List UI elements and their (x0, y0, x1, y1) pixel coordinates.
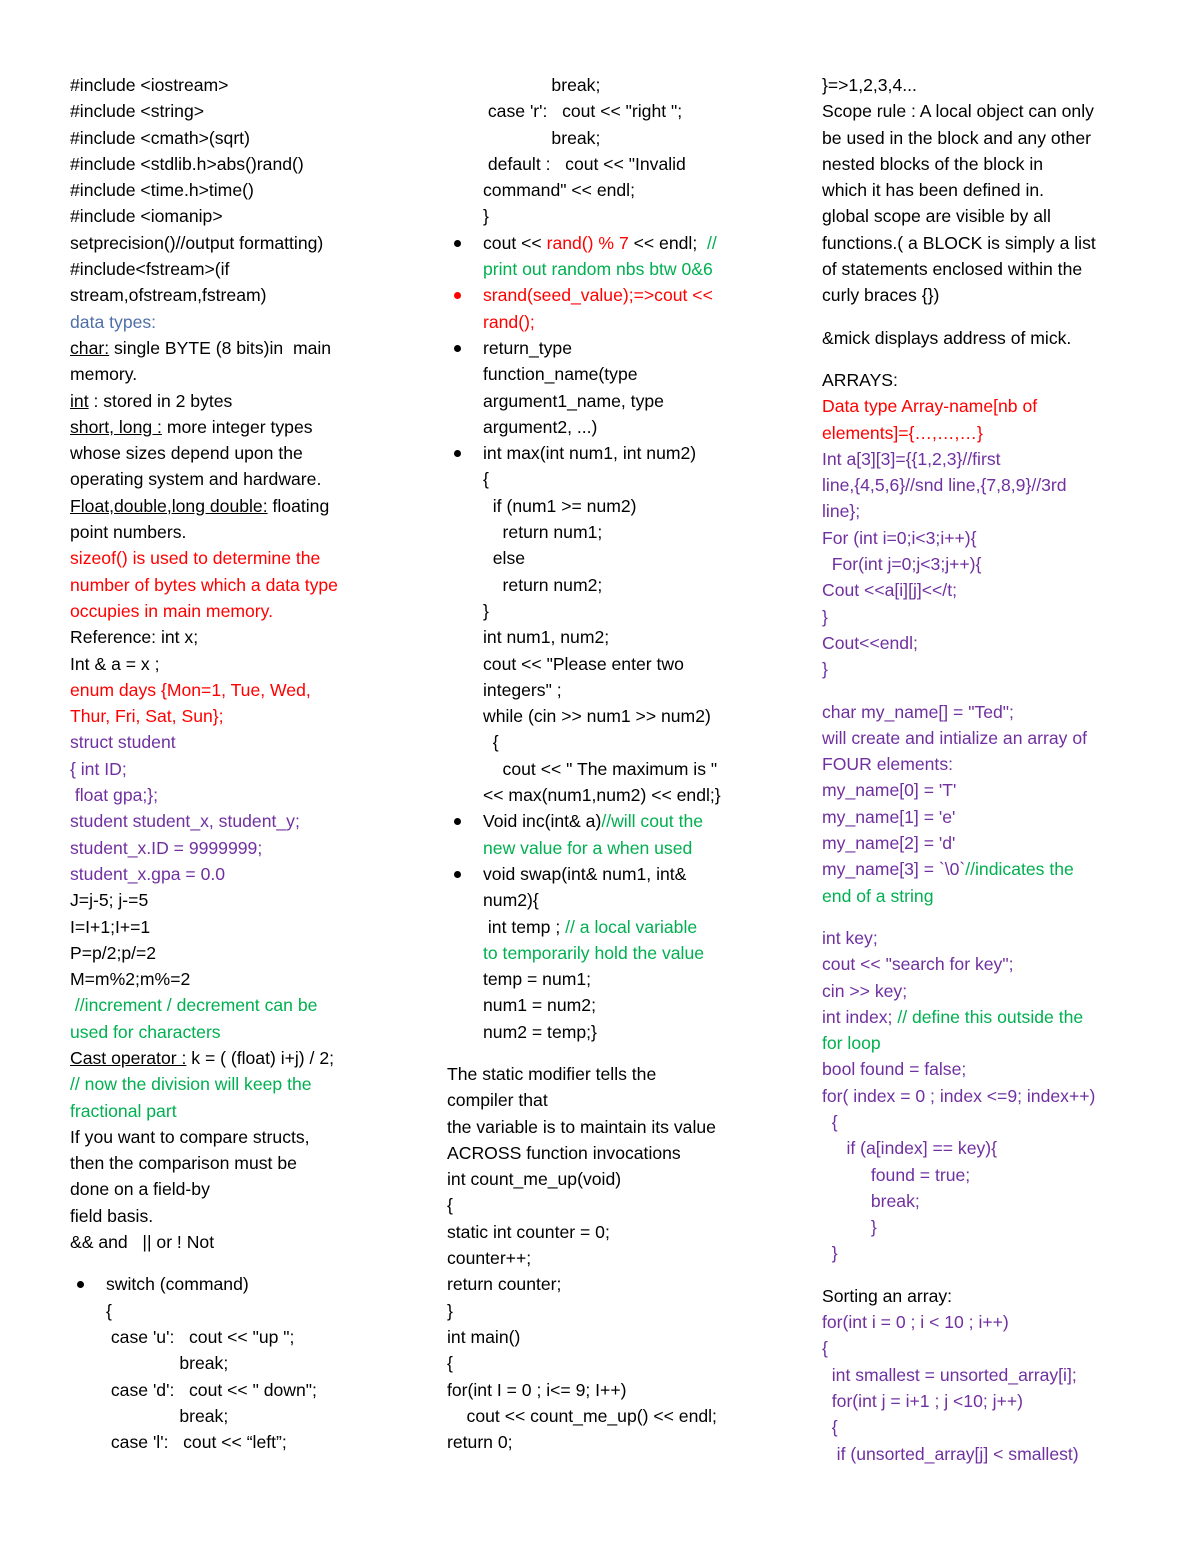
text-line: int max(int num1, int num2) (483, 443, 697, 464)
text-line: my_name[1] = 'e' (822, 806, 956, 827)
text-line (483, 914, 797, 940)
text-line: { (447, 1353, 453, 1374)
text-span: // (707, 232, 717, 253)
text-line: #include <time.h>time() (70, 180, 254, 201)
text-line: return 0; (447, 1432, 513, 1453)
text-line: my_name[2] = 'd' (822, 833, 956, 854)
column-1 (70, 72, 450, 1455)
text-span: k = ( (float) i+j) / 2; (186, 1047, 335, 1068)
text-line (70, 1045, 450, 1071)
text-line: Cout<<endl; (822, 632, 918, 653)
text-span: : stored in 2 bytes (88, 390, 233, 411)
bullet-item (447, 861, 797, 1045)
text-line: stream,ofstream,fstream) (70, 285, 267, 306)
text-line: Int & a = x ; (70, 653, 160, 674)
text-line: if (unsorted_array[j] < smallest) (822, 1443, 1079, 1464)
text-line: for( index = 0 ; index <=9; index++) (822, 1085, 1096, 1106)
text-line (70, 493, 450, 519)
text-line: { (483, 732, 499, 753)
text-line: int num1, num2; (483, 627, 610, 648)
text-line: #include <string> (70, 101, 204, 122)
text-line: fractional part (70, 1100, 177, 1121)
text-line: command" << endl; (483, 180, 635, 201)
text-line: case 'u': cout << "up "; (106, 1326, 295, 1347)
text-line: } (822, 1217, 877, 1238)
text-line: line,{4,5,6}//snd line,{7,8,9}//3rd (822, 475, 1067, 496)
text-line: switch (command) (106, 1274, 249, 1295)
text-line: nested blocks of the block in (822, 153, 1044, 174)
bullet-item (70, 1271, 450, 1455)
text-line: enum days {Mon=1, Tue, Wed, (70, 679, 311, 700)
text-line: float gpa;}; (70, 785, 159, 806)
spacer (822, 909, 1182, 925)
text-line: } (822, 1243, 838, 1264)
text-span: //will cout the (601, 811, 704, 832)
text-span: // define this outside the (897, 1006, 1084, 1027)
text-line: struct student (70, 732, 176, 753)
text-line: num1 = num2; (483, 995, 596, 1016)
text-line: elements]={…,…,…} (822, 422, 983, 443)
text-line: temp = num1; (483, 969, 592, 990)
text-line: cout << " The maximum is " (483, 758, 718, 779)
text-line: { (106, 1300, 112, 1321)
text-line: #include <stdlib.h>abs()rand() (70, 153, 304, 174)
text-line: if (num1 >= num2) (483, 495, 637, 516)
text-line: Cout <<a[i][j]<</t; (822, 580, 957, 601)
column-2 (447, 72, 797, 1455)
text-span: << endl; (628, 232, 707, 253)
text-line: counter++; (447, 1248, 532, 1269)
text-line: while (cin >> num1 >> num2) (483, 706, 711, 727)
text-line: break; (483, 75, 601, 95)
text-line: compiler that (447, 1090, 548, 1111)
text-line: operating system and hardware. (70, 469, 322, 490)
text-line (70, 414, 450, 440)
text-span: Void inc(int& a) (483, 811, 602, 832)
text-line: student_x.ID = 9999999; (70, 837, 263, 858)
bullet-item (447, 282, 797, 335)
text-line: sizeof() is used to determine the (70, 548, 321, 569)
text-span: Float,double,long double: (70, 495, 268, 516)
text-span: more integer types (161, 416, 313, 437)
text-line: #include<fstream>(if (70, 259, 230, 280)
text-line: char my_name[] = "Ted"; (822, 701, 1014, 722)
text-line: functions.( a BLOCK is simply a list (822, 232, 1096, 253)
text-line: break; (822, 1190, 920, 1211)
text-line: For (int i=0;i<3;i++){ (822, 527, 977, 548)
text-line: M=m%2;m%=2 (70, 969, 191, 990)
text-line: J=j-5; j-=5 (70, 890, 149, 911)
text-line: return num1; (483, 522, 603, 543)
text-line: new value for a when used (483, 837, 693, 858)
text-line: break; (483, 127, 601, 148)
text-line: Sorting an array: (822, 1285, 953, 1306)
text-line: ACROSS function invocations (447, 1142, 681, 1163)
text-line: P=p/2;p/=2 (70, 942, 157, 963)
text-line: void swap(int& num1, int& (483, 863, 687, 884)
text-span: Cast operator : (70, 1047, 187, 1068)
bullet-item (447, 230, 797, 283)
text-span: my_name[3] = `\0` (822, 859, 966, 880)
text-line: cin >> key; (822, 980, 908, 1001)
text-line: the variable is to maintain its value (447, 1116, 716, 1137)
text-line: int main() (447, 1326, 521, 1347)
text-span: // a local variable (565, 916, 698, 937)
text-line: Int a[3][3]={{1,2,3}//first (822, 448, 1001, 469)
text-line: Data type Array-name[nb of (822, 396, 1038, 417)
text-line: my_name[0] = 'T' (822, 780, 957, 801)
text-span: rand() % 7 (546, 232, 629, 253)
text-line: int smallest = unsorted_array[i]; (822, 1364, 1077, 1385)
text-line: { (447, 1195, 453, 1216)
text-line: case 'l': cout << “left”; (106, 1432, 287, 1453)
text-line: I=I+1;I+=1 (70, 916, 151, 937)
text-line: int key; (822, 927, 878, 948)
text-line: } (483, 600, 489, 621)
text-line: case 'r': cout << "right "; (483, 101, 683, 122)
bullet-icon (447, 282, 483, 335)
text-line: of statements enclosed within the (822, 259, 1083, 280)
text-line: done on a field-by (70, 1179, 210, 1200)
text-line: { (822, 1111, 838, 1132)
text-line: will create and intialize an array of (822, 727, 1088, 748)
text-span: single BYTE (8 bits)in main (109, 337, 332, 358)
text-line: for loop (822, 1033, 881, 1054)
text-line: { (483, 469, 489, 490)
text-span: //indicates the (965, 859, 1074, 880)
text-line: function_name(type (483, 364, 638, 385)
spacer (822, 351, 1182, 367)
text-line: rand(); (483, 311, 535, 332)
bullet-item (447, 335, 797, 440)
text-line: #include <iomanip> (70, 206, 223, 227)
text-line: cout << count_me_up() << endl; (447, 1405, 717, 1426)
text-line (70, 335, 450, 361)
text-line: whose sizes depend upon the (70, 443, 303, 464)
bullet-icon (447, 230, 483, 283)
text-line: { (822, 1417, 838, 1438)
spacer (822, 1267, 1182, 1283)
text-line: if (a[index] == key){ (822, 1138, 998, 1159)
text-line: return_type (483, 337, 572, 358)
text-line: static int counter = 0; (447, 1221, 610, 1242)
text-line (822, 856, 1182, 882)
bullet-icon (447, 440, 483, 808)
text-line: } (483, 206, 489, 227)
text-line: //increment / decrement can be (70, 995, 318, 1016)
text-line: global scope are visible by all (822, 206, 1051, 227)
text-span: cout << (483, 232, 547, 253)
spacer (822, 683, 1182, 699)
text-line: Scope rule : A local object can only (822, 101, 1094, 122)
text-line: integers" ; (483, 679, 562, 700)
text-line: #include <cmath>(sqrt) (70, 127, 250, 148)
text-line (483, 230, 797, 256)
text-line: Reference: int x; (70, 627, 199, 648)
text-line (483, 808, 797, 834)
text-line: for(int j = i+1 ; j <10; j++) (822, 1390, 1023, 1411)
text-span: floating (267, 495, 330, 516)
text-line: occupies in main memory. (70, 600, 274, 621)
text-line: { (822, 1338, 828, 1359)
text-line: } (822, 659, 828, 680)
text-line: print out random nbs btw 0&6 (483, 259, 713, 280)
text-line: data types: (70, 311, 157, 332)
spacer (447, 1045, 797, 1061)
text-line: num2){ (483, 890, 539, 911)
text-line: cout << "search for key"; (822, 954, 1014, 975)
text-line: used for characters (70, 1021, 221, 1042)
text-line: be used in the block and any other (822, 127, 1091, 148)
text-line: student student_x, student_y; (70, 811, 300, 832)
text-line: FOUR elements: (822, 754, 954, 775)
text-line: ARRAYS: (822, 369, 898, 390)
text-line: memory. (70, 364, 138, 385)
text-line: &mick displays address of mick. (822, 327, 1072, 348)
text-line: }=>1,2,3,4... (822, 75, 917, 95)
text-line: { int ID; (70, 758, 127, 779)
text-line: found = true; (822, 1164, 971, 1185)
text-line: curly braces {}) (822, 285, 940, 306)
bullet-item (447, 440, 797, 808)
bullet-item (447, 808, 797, 861)
text-line: << max(num1,num2) << endl;} (483, 785, 721, 806)
text-line: The static modifier tells the (447, 1063, 657, 1084)
text-line: If you want to compare structs, (70, 1126, 310, 1147)
bullet-icon (447, 808, 483, 861)
text-line: bool found = false; (822, 1059, 967, 1080)
text-line: default : cout << "Invalid (483, 153, 686, 174)
text-line: argument2, ...) (483, 416, 598, 437)
text-line: && and || or ! Not (70, 1232, 215, 1253)
text-line: return counter; (447, 1274, 562, 1295)
text-line: cout << "Please enter two (483, 653, 684, 674)
spacer (70, 1255, 450, 1271)
text-span: char: (70, 337, 110, 358)
text-span: short, long : (70, 416, 162, 437)
text-line: number of bytes which a data type (70, 574, 338, 595)
bullet-icon (447, 861, 483, 1045)
text-span: int (70, 390, 89, 411)
bullet-icon (70, 1271, 106, 1455)
spacer (822, 309, 1182, 325)
text-line: For(int j=0;j<3;j++){ (822, 554, 982, 575)
text-line: return num2; (483, 574, 603, 595)
text-line: setprecision()//output formatting) (70, 232, 324, 253)
text-line: for(int i = 0 ; i < 10 ; i++) (822, 1312, 1009, 1333)
text-line: then the comparison must be (70, 1153, 297, 1174)
text-line: break; (106, 1353, 229, 1374)
text-line (822, 1004, 1182, 1030)
text-line: field basis. (70, 1205, 154, 1226)
text-line: argument1_name, type (483, 390, 664, 411)
bullet-icon (447, 335, 483, 440)
text-line: num2 = temp;} (483, 1021, 597, 1042)
text-line: student_x.gpa = 0.0 (70, 863, 226, 884)
column-3 (822, 72, 1182, 1467)
text-line: break; (106, 1405, 229, 1426)
text-line: // now the division will keep the (70, 1074, 312, 1095)
text-span: int index; (822, 1006, 898, 1027)
text-line: to temporarily hold the value (483, 942, 705, 963)
text-line: end of a string (822, 885, 934, 906)
text-line: line}; (822, 501, 861, 522)
text-line: #include <iostream> (70, 75, 229, 95)
text-line: int count_me_up(void) (447, 1169, 622, 1190)
text-line: Thur, Fri, Sat, Sun}; (70, 706, 224, 727)
text-line: srand(seed_value);=>cout << (483, 285, 713, 306)
text-line: } (447, 1300, 453, 1321)
text-line: case 'd': cout << " down"; (106, 1379, 317, 1400)
text-line (70, 388, 450, 414)
text-line: else (483, 548, 526, 569)
text-line: which it has been defined in. (822, 180, 1045, 201)
text-line: point numbers. (70, 522, 187, 543)
text-span: int temp ; (483, 916, 566, 937)
text-line: } (822, 606, 828, 627)
text-line: for(int I = 0 ; i<= 9; I++) (447, 1379, 627, 1400)
